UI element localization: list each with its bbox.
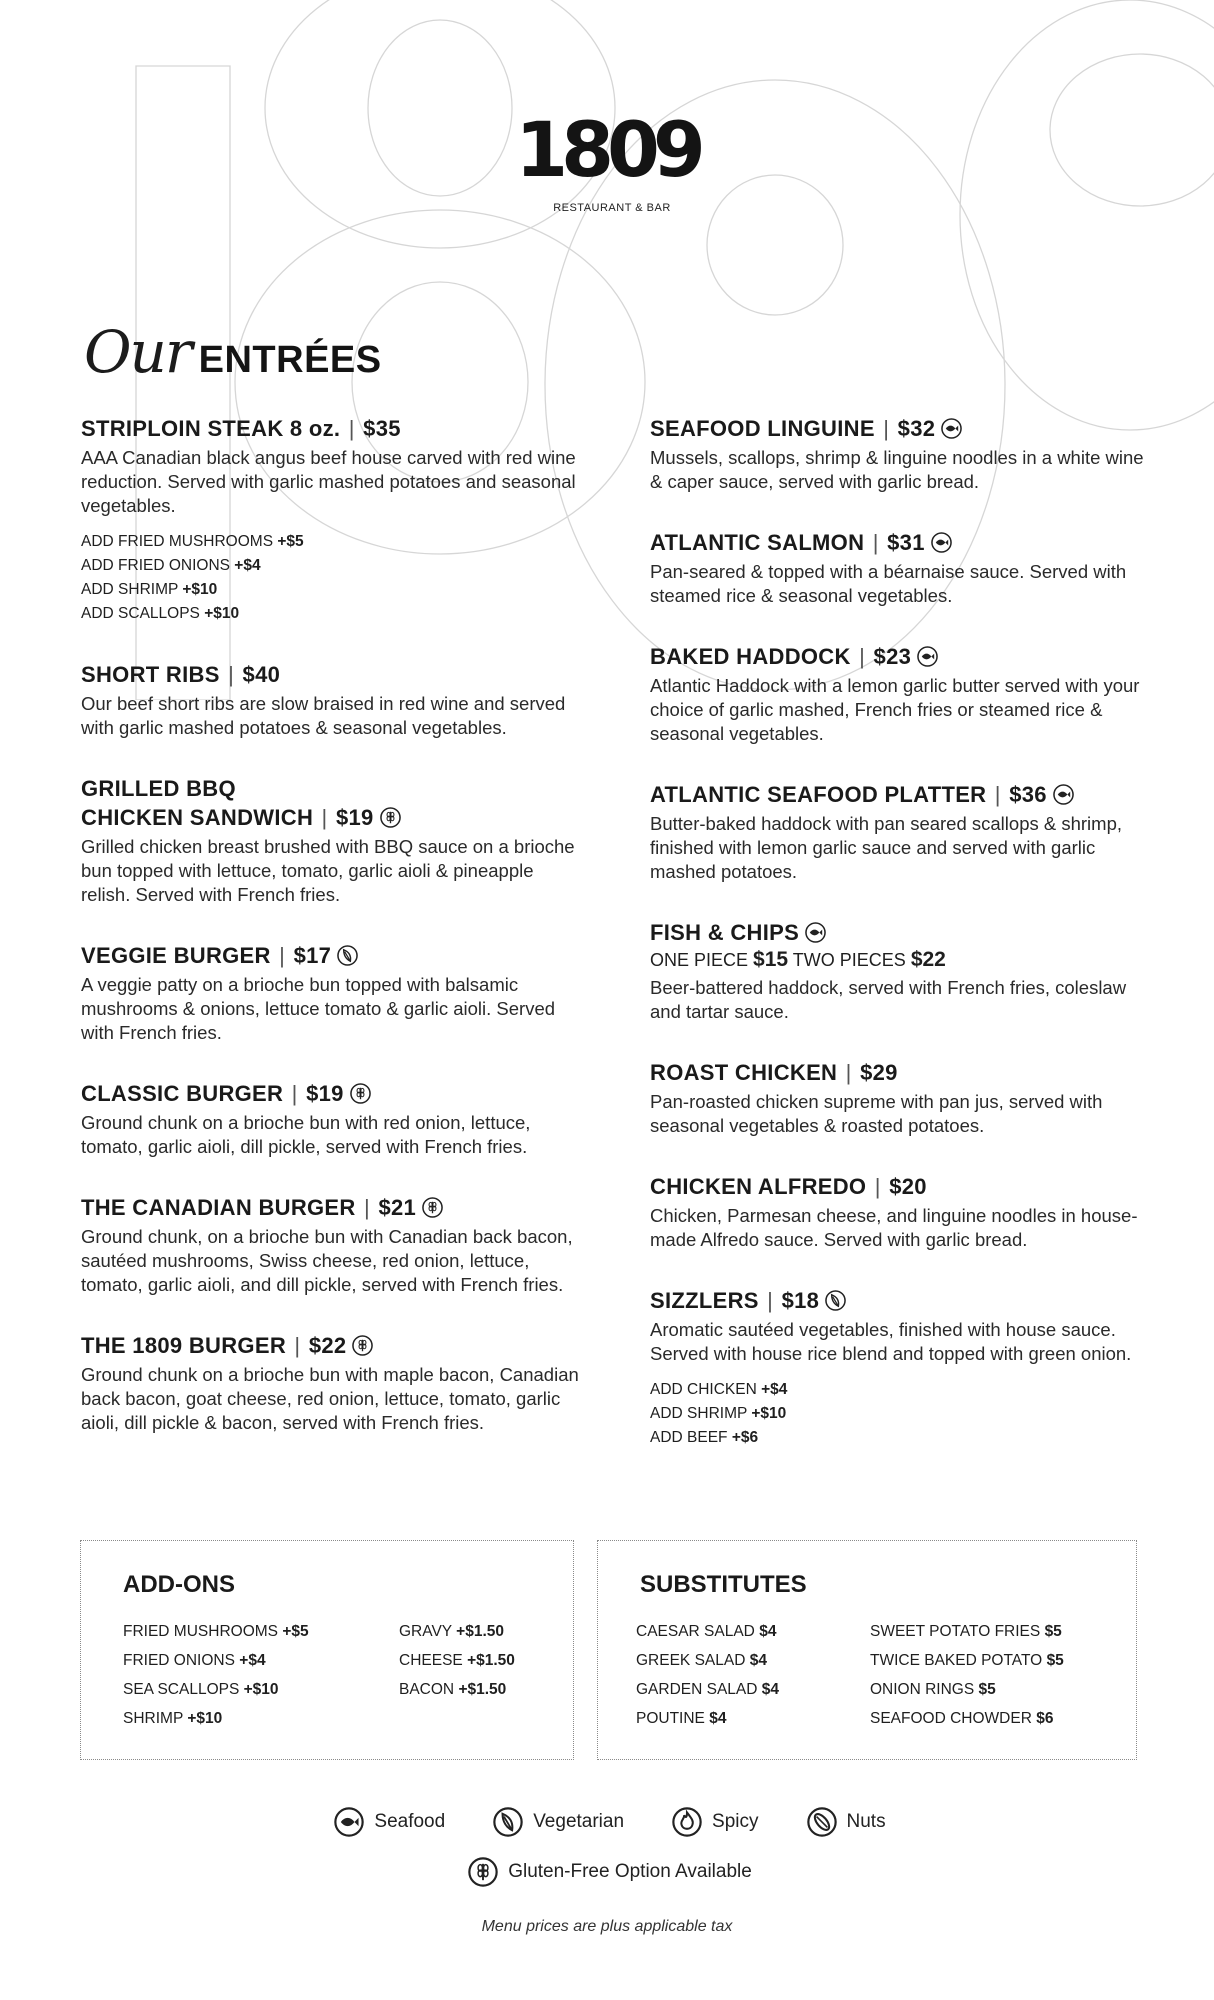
item-name: ATLANTIC SEAFOOD PLATTER <box>650 782 987 807</box>
extra-option <box>81 578 581 602</box>
legend-item <box>462 1857 752 1887</box>
item-name: CHICKEN SANDWICH <box>81 805 314 830</box>
box-item-label: CAESAR SALAD <box>636 1623 755 1640</box>
box-list-item <box>123 1623 399 1652</box>
legend-row <box>0 1854 1214 1890</box>
extra-price: +$10 <box>204 605 240 622</box>
leaf-icon <box>825 1290 846 1311</box>
box-list-item <box>123 1652 399 1681</box>
extra-label: ADD FRIED MUSHROOMS <box>81 533 274 550</box>
price-separator: | <box>315 805 334 830</box>
item-title <box>650 528 1150 557</box>
price-separator: | <box>988 782 1008 807</box>
box-item-price: +$4 <box>239 1652 266 1669</box>
extra-price: +$10 <box>182 581 218 598</box>
addons-box <box>80 1540 574 1760</box>
price-separator: | <box>357 1195 377 1220</box>
item-title <box>650 642 1150 671</box>
extra-option <box>650 1378 1150 1402</box>
restaurant-logo <box>0 105 1214 214</box>
addons-title: ADD-ONS <box>123 1571 235 1598</box>
box-item-price: $6 <box>1036 1710 1054 1727</box>
box-item-price: +$1.50 <box>467 1652 515 1669</box>
nut-icon <box>807 1807 837 1837</box>
item-description: Beer-battered haddock, served with French fries, coleslaw and tartar sauce. <box>650 977 1127 1022</box>
price-options <box>650 947 1150 973</box>
item-name: THE 1809 BURGER <box>81 1333 287 1358</box>
option-label: TWO PIECES <box>792 950 906 970</box>
box-item-label: GARDEN SALAD <box>636 1681 758 1698</box>
box-list-item <box>123 1710 399 1739</box>
legend-item <box>487 1807 624 1837</box>
item-title <box>81 941 581 970</box>
item-description: Mussels, scallops, shrimp & linguine noodles in a white wine & caper sauce, served with garlic bread. <box>650 447 1144 492</box>
tax-footnote: Menu prices are plus applicable tax <box>481 1918 733 1935</box>
box-item-price: +$5 <box>282 1623 309 1640</box>
menu-item <box>650 1058 1150 1138</box>
item-price: $19 <box>306 1081 344 1106</box>
box-item-label: FRIED ONIONS <box>123 1652 235 1669</box>
box-item-label: ONION RINGS <box>870 1681 975 1698</box>
box-item-price: +$1.50 <box>458 1681 507 1698</box>
item-description: Aromatic sautéed vegetables, finished with house sauce. Served with house rice blend and topped with green onion. <box>650 1319 1132 1364</box>
item-name: CLASSIC BURGER <box>81 1081 284 1106</box>
option-label: ONE PIECE <box>650 950 749 970</box>
box-list-item <box>636 1710 870 1739</box>
fish-icon <box>1053 784 1074 805</box>
price-separator: | <box>852 644 872 669</box>
menu-item <box>650 642 1150 746</box>
box-item-label: SEA SCALLOPS <box>123 1681 240 1698</box>
menu-item <box>81 1331 581 1435</box>
item-description: Atlantic Haddock with a lemon garlic butter served with your choice of garlic mashed, French fries or steamed rice & seasonal vegetables. <box>650 675 1140 744</box>
item-price: $31 <box>887 530 925 555</box>
menu-item <box>81 414 581 626</box>
menu-item <box>650 918 1150 1024</box>
box-item-label: SWEET POTATO FRIES <box>870 1623 1041 1640</box>
item-title <box>650 918 1150 947</box>
box-list-item <box>399 1652 569 1681</box>
box-item-label: SHRIMP <box>123 1710 184 1727</box>
box-item-price: $5 <box>1044 1623 1062 1640</box>
price-separator: | <box>866 530 886 555</box>
item-description: Butter-baked haddock with pan seared scallops & shrimp, finished with lemon garlic sauce and served with garlic mashed potatoes. <box>650 813 1123 882</box>
leaf-icon <box>337 945 358 966</box>
extra-label: ADD SHRIMP <box>650 1405 748 1422</box>
item-name: SEAFOOD LINGUINE <box>650 416 875 441</box>
option-price: $15 <box>753 948 789 971</box>
box-item-label: POUTINE <box>636 1710 705 1727</box>
box-item-label: GREEK SALAD <box>636 1652 746 1669</box>
logo-mark: 1809 <box>515 105 699 194</box>
item-price: $40 <box>242 662 281 687</box>
price-separator: | <box>342 416 362 441</box>
box-list-item <box>399 1681 569 1710</box>
item-price: $22 <box>308 1333 347 1358</box>
box-item-label: TWICE BAKED POTATO <box>870 1652 1043 1669</box>
menu-item <box>81 660 581 740</box>
item-price: $23 <box>873 644 912 669</box>
price-separator: | <box>868 1174 888 1199</box>
item-price: $17 <box>293 943 332 968</box>
item-description: Ground chunk on a brioche bun with maple bacon, Canadian back bacon, goat cheese, red onion, lettuce, tomato, garlic aioli, dill pickle & bacon, served with French fries. <box>81 1364 579 1433</box>
item-title <box>81 660 581 689</box>
extra-option <box>650 1402 1150 1426</box>
extra-label: ADD SHRIMP <box>81 581 179 598</box>
box-item-price: +$10 <box>243 1681 279 1698</box>
item-extras <box>650 1378 1150 1450</box>
price-separator: | <box>221 662 241 687</box>
box-item-price: $4 <box>761 1681 780 1698</box>
extra-price: +$5 <box>277 533 304 550</box>
item-title <box>81 1193 581 1222</box>
menu-item <box>650 780 1150 884</box>
box-item-price: $5 <box>978 1681 996 1698</box>
box-item-price: +$10 <box>187 1710 223 1727</box>
heading-script: Our <box>84 318 191 386</box>
dietary-legend <box>0 1804 1214 1890</box>
item-name: CHICKEN ALFREDO <box>650 1174 867 1199</box>
box-item-label: CHEESE <box>399 1652 463 1669</box>
entrees-right-column <box>650 414 1150 1484</box>
extra-label: ADD CHICKEN <box>650 1381 757 1398</box>
box-list-item <box>636 1623 870 1652</box>
box-list-item <box>636 1681 870 1710</box>
legend-label: Vegetarian <box>533 1811 625 1832</box>
box-item-price: +$1.50 <box>456 1623 504 1640</box>
item-price: $32 <box>897 416 936 441</box>
box-list-item <box>399 1623 569 1652</box>
item-price: $21 <box>378 1195 417 1220</box>
extra-label: ADD FRIED ONIONS <box>81 557 230 574</box>
item-title <box>81 1331 581 1360</box>
item-name: GRILLED BBQ <box>81 776 236 801</box>
item-extras <box>81 530 581 626</box>
price-separator: | <box>760 1288 780 1313</box>
extra-option <box>650 1426 1150 1450</box>
logo-subtitle: RESTAURANT & BAR <box>553 202 671 214</box>
item-price: $35 <box>363 416 401 441</box>
wheat-icon <box>422 1197 443 1218</box>
item-name: VEGGIE BURGER <box>81 943 271 968</box>
item-name: SHORT RIBS <box>81 662 220 687</box>
item-name: THE CANADIAN BURGER <box>81 1195 356 1220</box>
item-name: FISH & CHIPS <box>650 920 800 945</box>
legend-row <box>0 1804 1214 1840</box>
box-item-price: $4 <box>759 1623 777 1640</box>
item-price: $36 <box>1009 782 1047 807</box>
legend-label: Nuts <box>846 1811 886 1832</box>
item-description: Grilled chicken breast brushed with BBQ sauce on a brioche bun topped with lettuce, tomato, garlic aioli & pineapple relish. Served with French fries. <box>81 836 575 905</box>
legend-item <box>801 1807 886 1837</box>
wheat-icon <box>352 1335 373 1356</box>
item-description: Pan-seared & topped with a béarnaise sauce. Served with steamed rice & seasonal vegetables. <box>650 561 1127 606</box>
item-price: $19 <box>335 805 374 830</box>
item-description: AAA Canadian black angus beef house carved with red wine reduction. Served with garlic mashed potatoes and seasonal vegetables. <box>81 447 576 516</box>
price-separator: | <box>839 1060 859 1085</box>
price-separator: | <box>285 1081 305 1106</box>
item-price: $18 <box>781 1288 820 1313</box>
item-title <box>650 1286 1150 1315</box>
item-description: Our beef short ribs are slow braised in red wine and served with garlic mashed potatoes & seasonal vegetables. <box>81 693 566 738</box>
box-list-item <box>870 1710 1100 1739</box>
box-list-item <box>870 1652 1100 1681</box>
item-title <box>650 1058 1150 1087</box>
item-title <box>650 1172 1150 1201</box>
price-separator: | <box>288 1333 307 1358</box>
menu-item <box>650 1172 1150 1252</box>
box-item-label: GRAVY <box>399 1623 452 1640</box>
item-title <box>81 414 581 443</box>
extra-label: ADD SCALLOPS <box>81 605 200 622</box>
item-description: Pan-roasted chicken supreme with pan jus, served with seasonal vegetables & roasted potatoes. <box>650 1091 1103 1136</box>
box-item-price: $4 <box>709 1710 727 1727</box>
item-description: A veggie patty on a brioche bun topped with balsamic mushrooms & onions, lettuce tomato & garlic aioli. Served with French fries. <box>81 974 556 1043</box>
menu-item <box>650 414 1150 494</box>
extra-label: ADD BEEF <box>650 1429 728 1446</box>
item-title <box>650 780 1150 809</box>
legend-label: Seafood <box>374 1811 446 1832</box>
legend-item <box>666 1807 758 1837</box>
extra-price: +$6 <box>731 1429 759 1446</box>
menu-item <box>81 1193 581 1297</box>
item-description: Ground chunk, on a brioche bun with Canadian back bacon, sautéed mushrooms, Swiss cheese, red onion, lettuce, tomato, garlic aioli, and dill pickle, served with French fries. <box>81 1226 573 1295</box>
substitutes-title: SUBSTITUTES <box>640 1571 807 1598</box>
box-item-price: $5 <box>1046 1652 1064 1669</box>
item-price: $29 <box>860 1060 898 1085</box>
item-description: Ground chunk on a brioche bun with red onion, lettuce, tomato, garlic aioli, dill pickle, served with French fries. <box>81 1112 531 1157</box>
item-name: ROAST CHICKEN <box>650 1060 838 1085</box>
menu-item <box>81 941 581 1045</box>
price-separator: | <box>876 416 896 441</box>
extra-option <box>81 554 581 578</box>
fish-icon <box>941 418 962 439</box>
legend-item <box>328 1807 445 1837</box>
box-item-label: SEAFOOD CHOWDER <box>870 1710 1032 1727</box>
item-title <box>81 1079 581 1108</box>
menu-item <box>81 1079 581 1159</box>
substitutes-list <box>636 1623 1100 1739</box>
fish-icon <box>931 532 952 553</box>
item-title <box>81 774 581 832</box>
entrees-left-column <box>81 414 581 1469</box>
legend-label: Gluten-Free Option Available <box>508 1861 752 1882</box>
option-price: $22 <box>910 948 946 971</box>
box-list-item <box>123 1681 399 1710</box>
box-item-label: BACON <box>399 1681 455 1698</box>
box-list-item <box>636 1652 870 1681</box>
item-name: STRIPLOIN STEAK 8 oz. <box>81 416 341 441</box>
heading-main: ENTRÉES <box>198 339 382 381</box>
box-list-item <box>870 1623 1100 1652</box>
price-separator: | <box>272 943 292 968</box>
menu-item <box>650 1286 1150 1450</box>
leaf-icon <box>493 1807 523 1837</box>
menu-item <box>81 774 581 907</box>
fish-icon <box>805 922 826 943</box>
addons-list <box>123 1623 569 1739</box>
extra-option <box>81 530 581 554</box>
wheat-icon <box>350 1083 371 1104</box>
item-price: $20 <box>889 1174 927 1199</box>
fish-icon <box>917 646 938 667</box>
box-item-price: $4 <box>749 1652 767 1669</box>
wheat-icon <box>468 1857 498 1887</box>
item-name: SIZZLERS <box>650 1288 759 1313</box>
box-item-label: FRIED MUSHROOMS <box>123 1623 278 1640</box>
extra-option <box>81 602 581 626</box>
legend-label: Spicy <box>712 1811 759 1832</box>
item-name: ATLANTIC SALMON <box>650 530 865 555</box>
wheat-icon <box>380 807 401 828</box>
extra-price: +$10 <box>751 1405 787 1422</box>
item-description: Chicken, Parmesan cheese, and linguine noodles in house-made Alfredo sauce. Served with garlic bread. <box>650 1205 1138 1250</box>
flame-icon <box>672 1807 702 1837</box>
item-title <box>650 414 1150 443</box>
item-name: BAKED HADDOCK <box>650 644 851 669</box>
extra-price: +$4 <box>234 557 261 574</box>
box-list-item <box>870 1681 1100 1710</box>
entrees-heading <box>84 318 382 386</box>
menu-item <box>650 528 1150 608</box>
fish-icon <box>334 1807 364 1837</box>
extra-price: +$4 <box>761 1381 788 1398</box>
substitutes-box <box>597 1540 1137 1760</box>
